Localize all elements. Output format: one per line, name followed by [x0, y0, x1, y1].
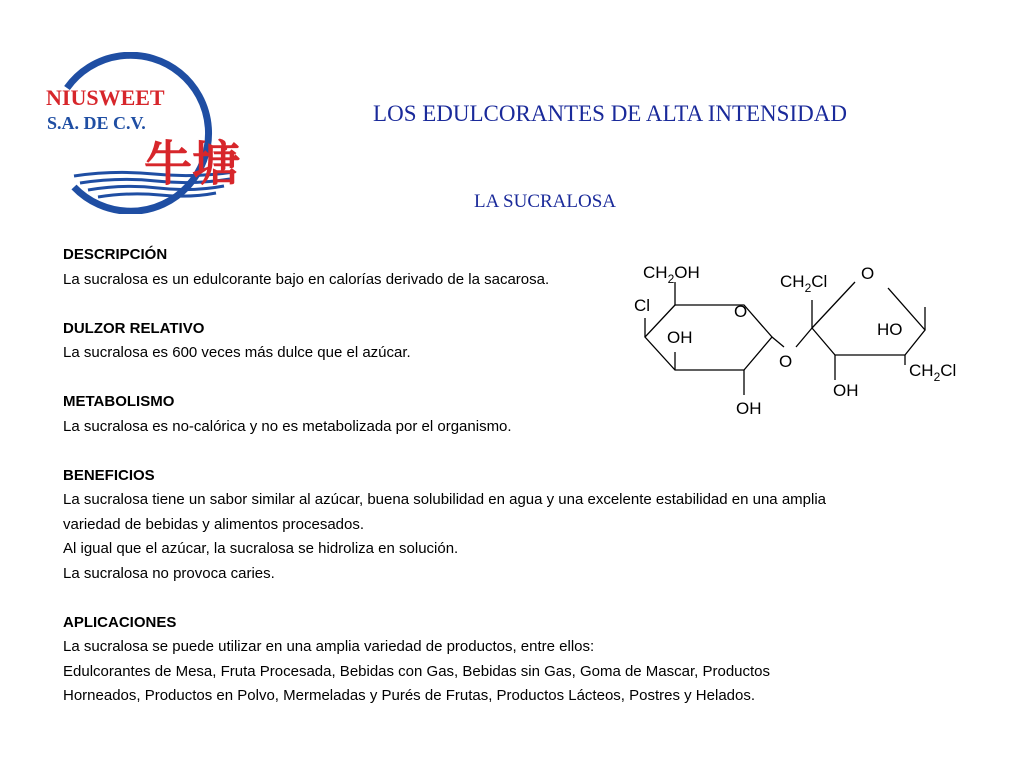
- section-text: La sucralosa es un edulcorante bajo en calorías derivado de la sacarosa.: [63, 270, 550, 288]
- section-text: La sucralosa no provoca caries.: [63, 564, 275, 582]
- ch2cl-top-label: $CH_2Cl$: [780, 272, 828, 295]
- cl-label: Cl: [634, 296, 651, 315]
- page-title: LOS EDULCORANTES DE ALTA INTENSIDAD: [373, 101, 847, 126]
- section-text: variedad de bebidas y alimentos procesados.: [63, 515, 365, 533]
- logo-company-suffix: S.A. DE C.V.: [47, 113, 146, 133]
- ch2cl-right-label: $CH_2Cl$: [909, 361, 957, 384]
- ho-label: HO: [877, 320, 903, 339]
- ring2-oxygen-label: O: [861, 264, 875, 283]
- section-text: La sucralosa es no-calórica y no es metabolizada por el organismo.: [63, 417, 512, 435]
- niusweet-logo: [44, 52, 256, 214]
- oh-left-label: OH: [667, 328, 693, 347]
- section-heading: METABOLISMO: [63, 393, 175, 410]
- bridge-oxygen-label: O: [779, 352, 793, 371]
- section-heading: DESCRIPCIÓN: [63, 246, 168, 263]
- section-beneficios: [63, 464, 963, 587]
- section-heading: APLICACIONES: [63, 613, 177, 631]
- logo-chinese-mark: 牛塘: [144, 136, 241, 192]
- ring-oxygen-label: O: [734, 302, 748, 321]
- sucralose-structure-diagram: [630, 255, 970, 430]
- page-subtitle: LA SUCRALOSA: [474, 191, 616, 212]
- section-heading: BENEFICIOS: [63, 466, 155, 484]
- section-text: Al igual que el azúcar, la sucralosa se hidroliza en solución.: [63, 540, 459, 557]
- section-text: Edulcorantes de Mesa, Fruta Procesada, Bebidas con Gas, Bebidas sin Gas, Goma de Mascar, Productos: [63, 662, 771, 680]
- section-text: La sucralosa se puede utilizar en una amplia variedad de productos, entre ellos:: [63, 638, 595, 655]
- section-aplicaciones: [63, 611, 963, 709]
- oh-bottom-label: OH: [736, 399, 762, 418]
- section-text: Horneados, Productos en Polvo, Mermeladas y Purés de Frutas, Productos Lácteos, Postres y Helados.: [63, 687, 756, 704]
- section-text: La sucralosa tiene un sabor similar al azúcar, buena solubilidad en agua y una excelente estabilidad en una amplia: [63, 491, 827, 508]
- logo-brand-name: NIUSWEET: [46, 85, 165, 110]
- section-text: La sucralosa es 600 veces más dulce que el azúcar.: [63, 344, 411, 361]
- oh-mid-label: OH: [833, 381, 859, 400]
- section-heading: DULZOR RELATIVO: [63, 319, 205, 337]
- ch2oh-label: $CH_2OH$: [643, 263, 700, 286]
